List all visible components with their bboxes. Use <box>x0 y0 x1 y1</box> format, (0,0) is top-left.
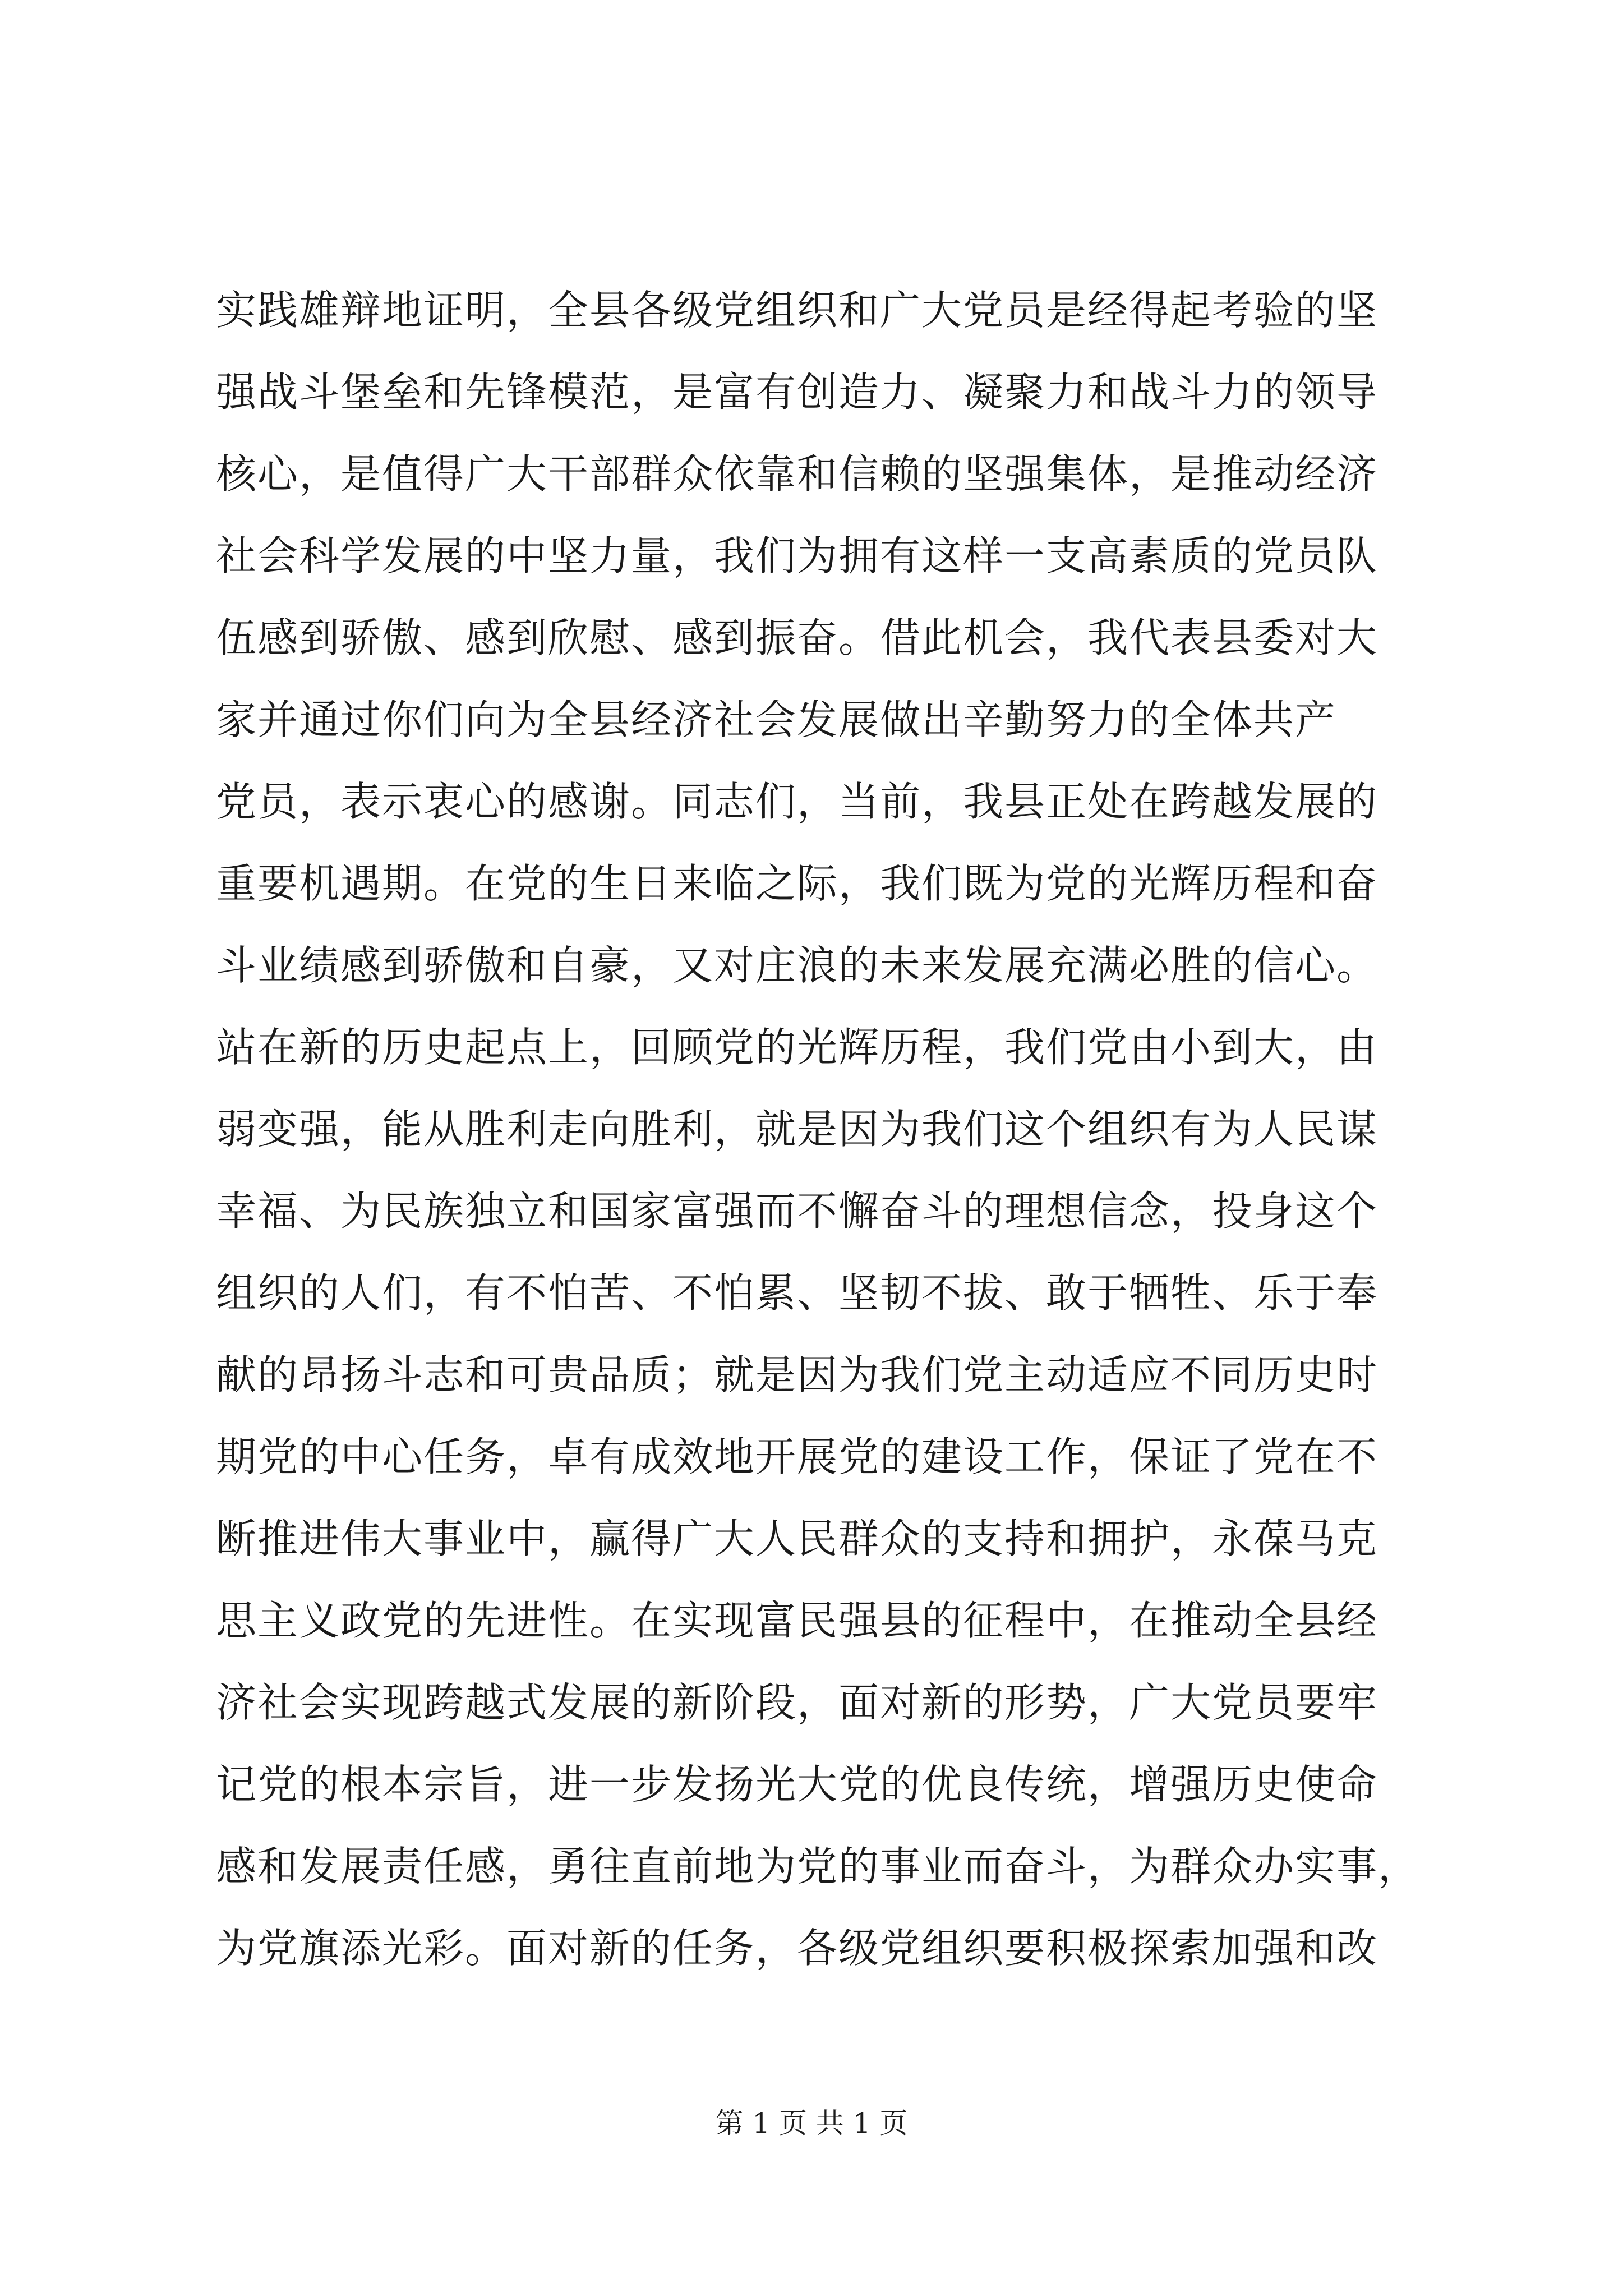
page-footer <box>0 2104 1623 2143</box>
text-line: 记党的根本宗旨，进一步发扬光大党的优良传统，增强历史使命 <box>216 1761 1378 1808</box>
text-line: 济社会实现跨越式发展的新阶段，面对新的形势，广大党员要牢 <box>216 1679 1378 1726</box>
text-line: 幸福、为民族独立和国家富强而不懈奋斗的理想信念，投身这个 <box>216 1188 1378 1235</box>
page-number-label: 第 1 页 共 1 页 <box>715 2107 908 2139</box>
text-line: 党员，表示衷心的感谢。同志们，当前，我县正处在跨越发展的 <box>216 778 1378 825</box>
text-line: 断推进伟大事业中，赢得广大人民群众的支持和拥护，永葆马克 <box>216 1515 1378 1562</box>
text-line: 斗业绩感到骄傲和自豪，又对庄浪的未来发展充满必胜的信心。 <box>216 942 1378 989</box>
text-line: 站在新的历史起点上，回顾党的光辉历程，我们党由小到大，由 <box>216 1024 1378 1071</box>
text-line: 弱变强，能从胜利走向胜利，就是因为我们这个组织有为人民谋 <box>216 1106 1378 1153</box>
text-line: 核心，是值得广大干部群众依靠和信赖的坚强集体，是推动经济 <box>216 450 1378 498</box>
text-line: 期党的中心任务，卓有成效地开展党的建设工作，保证了党在不 <box>216 1433 1378 1480</box>
text-line: 重要机遇期。在党的生日来临之际，我们既为党的光辉历程和奋 <box>216 860 1378 907</box>
text-line: 伍感到骄傲、感到欣慰、感到振奋。借此机会，我代表县委对大 <box>216 614 1378 661</box>
body-text <box>216 269 1420 1989</box>
text-line: 家并通过你们向为全县经济社会发展做出辛勤努力的全体共产 <box>216 696 1337 743</box>
text-line: 组织的人们，有不怕苦、不怕累、坚韧不拔、敢于牺牲、乐于奉 <box>216 1269 1378 1317</box>
text-line: 实践雄辩地证明，全县各级党组织和广大党员是经得起考验的坚 <box>216 287 1378 334</box>
text-line: 思主义政党的先进性。在实现富民强县的征程中，在推动全县经 <box>216 1597 1378 1644</box>
text-line: 强战斗堡垒和先锋模范，是富有创造力、凝聚力和战斗力的领导 <box>216 369 1378 416</box>
text-line: 社会科学发展的中坚力量，我们为拥有这样一支高素质的党员队 <box>216 532 1378 579</box>
text-line: 感和发展责任感，勇往直前地为党的事业而奋斗，为群众办实事， <box>216 1843 1420 1890</box>
text-line: 献的昂扬斗志和可贵品质；就是因为我们党主动适应不同历史时 <box>216 1351 1378 1398</box>
text-line: 为党旗添光彩。面对新的任务，各级党组织要积极探索加强和改 <box>216 1925 1378 1972</box>
